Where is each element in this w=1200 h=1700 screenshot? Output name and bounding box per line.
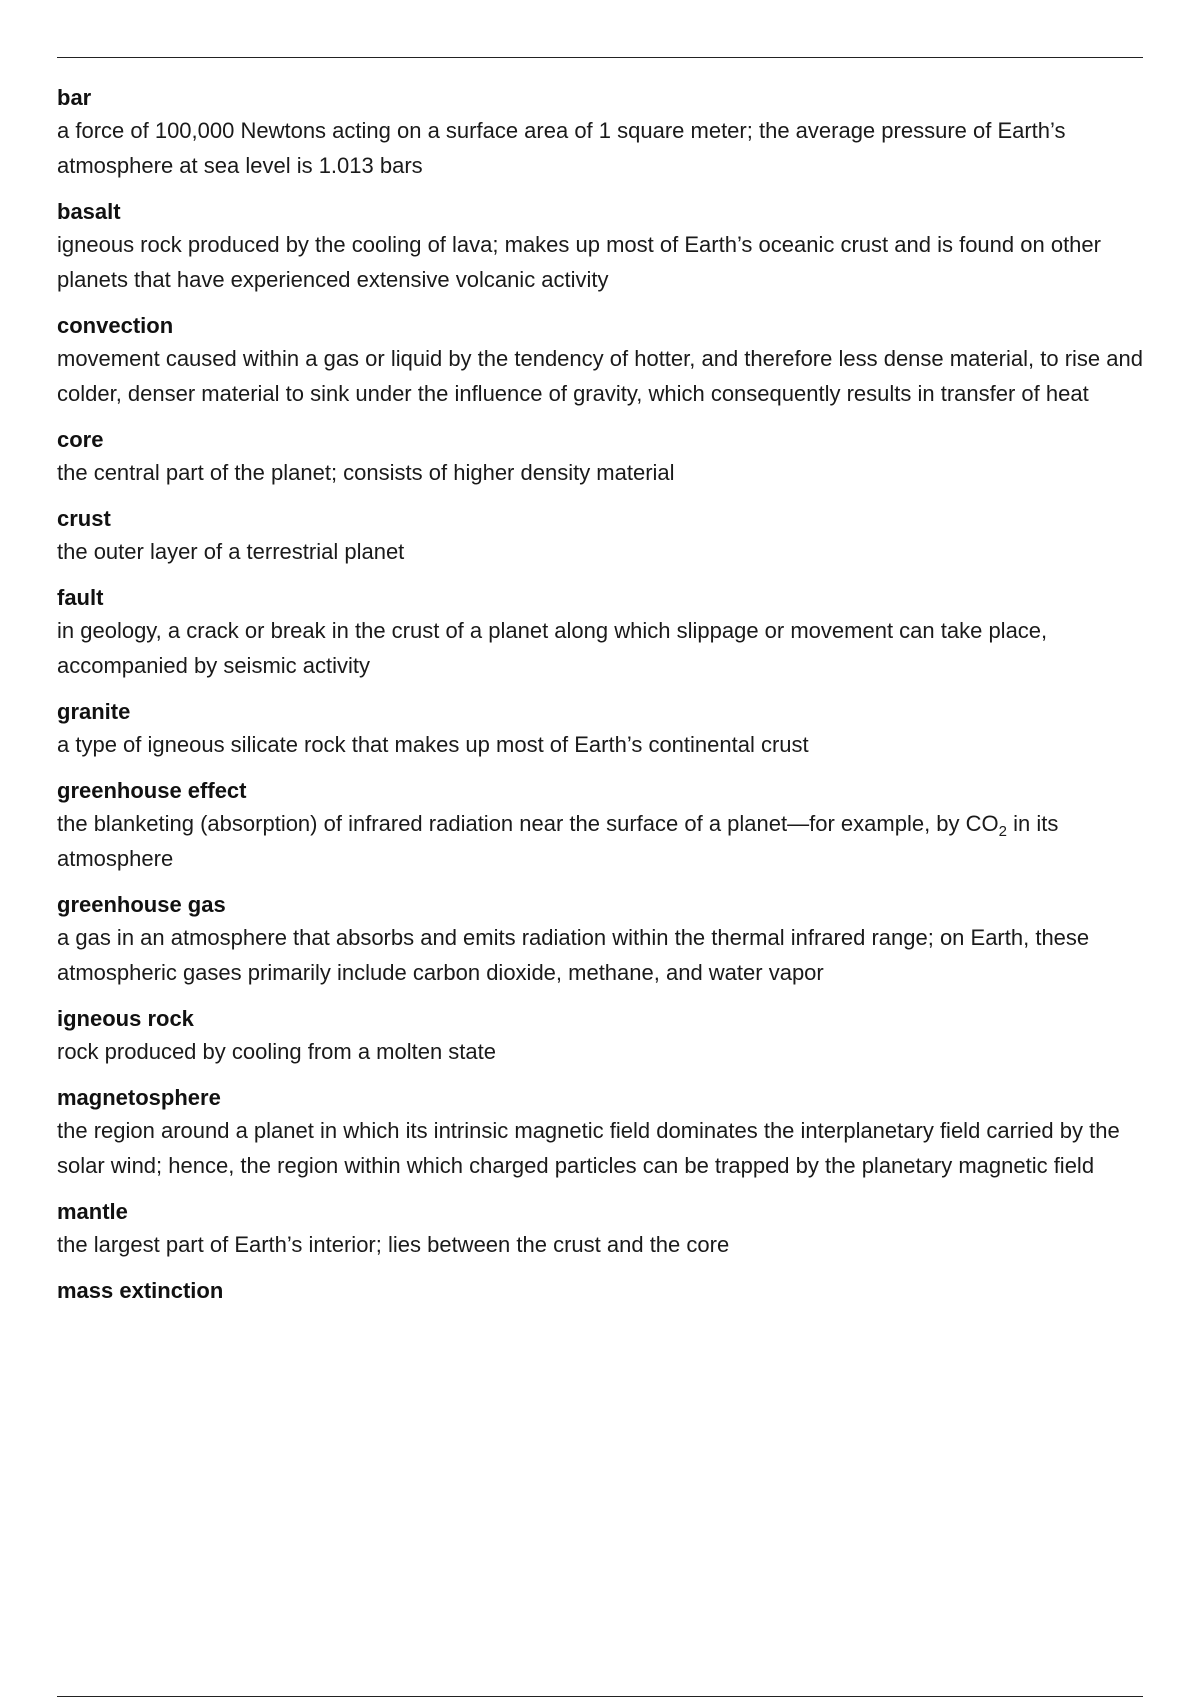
definition-greenhouse-effect bbox=[57, 806, 1161, 876]
glossary-entry-crust bbox=[57, 504, 1161, 569]
definition-text-before-subscript: the blanketing (absorption) of infrared radiation near the surface of a planet—for example, by CO bbox=[57, 811, 999, 836]
glossary-entry-mantle bbox=[57, 1197, 1161, 1262]
definition-crust: the outer layer of a terrestrial planet bbox=[57, 539, 405, 564]
definition-basalt: igneous rock produced by the cooling of lava; makes up most of Earth’s oceanic crust and is found on other planets that have experienced extensive volcanic activity bbox=[57, 232, 1101, 292]
definition-bar: a force of 100,000 Newtons acting on a surface area of 1 square meter; the average pressure of Earth’s atmosphere at sea level is 1.013 bars bbox=[57, 118, 1066, 178]
glossary-entry-igneous-rock bbox=[57, 1004, 1161, 1069]
glossary-entry-core bbox=[57, 425, 1161, 490]
glossary-entry-greenhouse-gas bbox=[57, 890, 1161, 990]
definition-granite: a type of igneous silicate rock that makes up most of Earth’s continental crust bbox=[57, 732, 809, 757]
term-greenhouse-effect: greenhouse effect bbox=[57, 778, 247, 803]
glossary-entry-mass-extinction bbox=[57, 1276, 1161, 1306]
term-convection: convection bbox=[57, 313, 174, 338]
term-granite: granite bbox=[57, 699, 131, 724]
term-bar: bar bbox=[57, 85, 92, 110]
term-core: core bbox=[57, 427, 104, 452]
bottom-divider bbox=[57, 1696, 1143, 1697]
term-magnetosphere: magnetosphere bbox=[57, 1085, 221, 1110]
definition-mantle: the largest part of Earth’s interior; lies between the crust and the core bbox=[57, 1232, 730, 1257]
subscript-2: 2 bbox=[998, 823, 1007, 840]
glossary-entry-granite bbox=[57, 697, 1161, 762]
term-mantle: mantle bbox=[57, 1199, 128, 1224]
definition-fault: in geology, a crack or break in the crust of a planet along which slippage or movement can take place, accompanied by seismic activity bbox=[57, 618, 1048, 678]
definition-convection: movement caused within a gas or liquid by the tendency of hotter, and therefore less dense material, to rise and colder, denser material to sink under the influence of gravity, which consequently results in transfer of heat bbox=[57, 346, 1143, 406]
term-greenhouse-gas: greenhouse gas bbox=[57, 892, 226, 917]
term-crust: crust bbox=[57, 506, 111, 531]
glossary-entry-fault bbox=[57, 583, 1161, 683]
glossary-entry-convection bbox=[57, 311, 1161, 411]
glossary-entry-bar bbox=[57, 83, 1161, 183]
term-basalt: basalt bbox=[57, 199, 121, 224]
glossary-list bbox=[57, 83, 1161, 1320]
definition-magnetosphere: the region around a planet in which its intrinsic magnetic field dominates the interplanetary field carried by the solar wind; hence, the region within which charged particles can be trapped by the planetary magnetic field bbox=[57, 1118, 1120, 1178]
definition-core: the central part of the planet; consists of higher density material bbox=[57, 460, 675, 485]
glossary-entry-basalt bbox=[57, 197, 1161, 297]
definition-greenhouse-gas: a gas in an atmosphere that absorbs and emits radiation within the thermal infrared range; on Earth, these atmospheric gases primarily include carbon dioxide, methane, and water vapor bbox=[57, 925, 1090, 985]
glossary-entry-greenhouse-effect bbox=[57, 776, 1161, 876]
definition-igneous-rock: rock produced by cooling from a molten state bbox=[57, 1039, 497, 1064]
term-igneous-rock: igneous rock bbox=[57, 1006, 194, 1031]
top-divider bbox=[57, 57, 1143, 58]
glossary-entry-magnetosphere bbox=[57, 1083, 1161, 1183]
term-mass-extinction: mass extinction bbox=[57, 1278, 224, 1303]
term-fault: fault bbox=[57, 585, 104, 610]
definition-text-after-subscript: in its atmosphere bbox=[57, 811, 1059, 871]
